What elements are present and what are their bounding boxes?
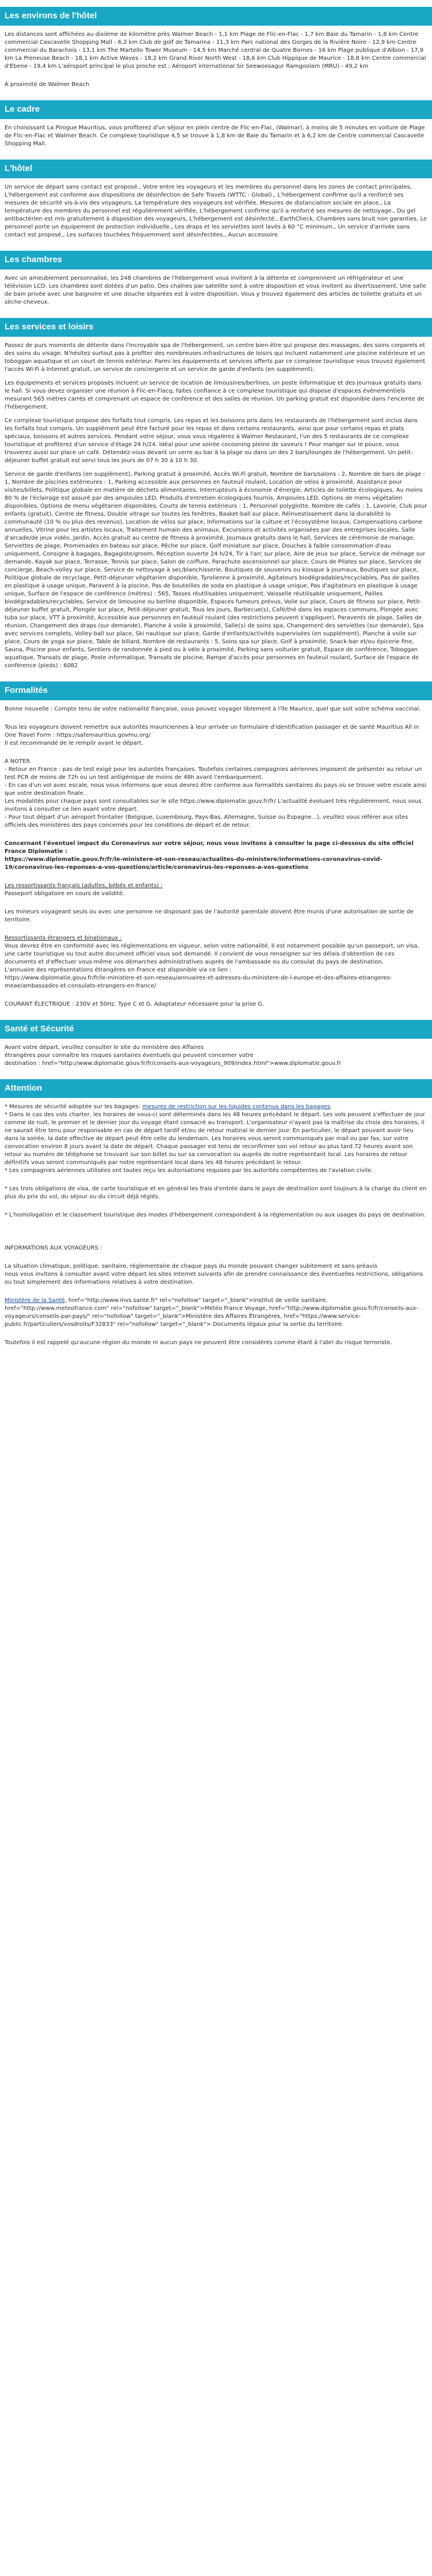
attention-links-text: , href="http://www.invs.sante.fr" rel="nofollow" target="_blank">Institut de veille sanitaire, href="http://www.meteofrance.com" rel="nofollow" target="_blank">Météo France Voyage, href="http://www.diplomatie.gouv.fr/fr/conseils-aux-voyageurs/conseils-par-pays/" rel="nofollow" target="_blank">Ministère des Affaires Étrangères, href="https://www.service-public.fr/particuliers/vosdroits/F32833" rel="nofollow" target="_blank"> Documents légaux pour la sortie du territoire. bbox=[5, 1297, 418, 1328]
formalites-foreigners-text: Vous devrez être en conformité avec les réglementations en vigueur, selon votre nationalité. Il est notamment possible qu'un passeport, un visa, une carte touristique ou tout autre document officiel vous soit demandé. Il convient de vous renseigner sur les délais d'obtention de ces documents et d'effectuer vous-même vos démarches administratives auprès de l'ambassade ou du consulat du pays de destination. L'annuaire des représentations étrangères en France est disponible via ce lien : https://www.diplomatie.gouv.fr/fr/le-ministere-et-son-reseau/annuaires-et-adresses-du-ministere-de-l-europe-et-des-affaires-etrangeres-meae/ambassades-et-consulats-etrangers-en-france/ bbox=[5, 943, 419, 989]
section-formalites bbox=[0, 681, 432, 1009]
attention-info-text: La situation climatique, politique, sanitaire, réglementaire de chaque pays du monde pouvant changer subitement et sans préavis nous vous invitons à consulter avant votre départ les sites Internet suivants afin de prendre connaissance des éventuelles restrictions, obligations ou tout simplement des informations relatives à votre destination. bbox=[5, 1263, 423, 1285]
chambres-text: Avec un ameublement personnalisé, les 248 chambres de l'hébergement vous invitent à la détente et comprennent un réfrigérateur et une télévision LCD. Les chambres sont dotées d'un patio. Des chaînes par satellite sont à votre disposition et vous invitent au divertissement. Une salle de bain privée avec une baignoire et une douche séparées est à votre disposition. Vous y trouvez également des articles de toilette gratuits et un sèche-cheveux. bbox=[5, 275, 428, 305]
section-cadre bbox=[0, 100, 432, 148]
attention-frais: * Les trois obligations de visa, de carte touristique et en général les frais d'entrée dans le pays de destination sont toujours à la charge du client en plus du prix du vol, du séjour ou du circuit déjà réglés. bbox=[5, 1186, 429, 1200]
section-attention bbox=[0, 1079, 432, 1347]
formalites-coronavirus: Concernant l'éventuel impact du Coronavirus sur votre séjour, nous vous invitons à consulter la page ci-dessous du site officiel France Diplomatie : bbox=[5, 840, 416, 855]
formalites-notice-heading: A NOTER bbox=[5, 758, 30, 765]
attention-final: Toutefois il est rappelé qu'aucune région du monde ni aucun pays ne peuvent être considérés comme étant à l'abri du risque terroriste. bbox=[5, 1340, 392, 1346]
section-title-chambres: Les chambres bbox=[0, 251, 432, 270]
ministere-sante-link[interactable]: Ministère de la Santé bbox=[5, 1297, 65, 1304]
formalites-coronavirus-link[interactable]: https://www.diplomatie.gouv.fr/fr/le-ministere-et-son-reseau/actualites-du-ministere/informations-coronavirus-covid-19/coronavirus-les-reponses-a-vos-questions/article/coronavirus-les-reponses-a-vos-questions bbox=[5, 856, 382, 871]
attention-links bbox=[5, 1297, 427, 1329]
services-equipements: Les équipements et services proposés incluent un service de location de limousines/berlines, un poste informatique et des journaux gratuits dans le hall. Si vous devez organiser une réunion à Flic-en-Flacq, faites confiance à ce complexe touristique qui dispose d'espaces événementiels mesurant 565 mètres carrés et comprenant un espace de conférence et des salles de réunion. Un parking gratuit est disponible dans l'enceinte de l'hébergement. bbox=[5, 380, 426, 410]
section-sante bbox=[0, 1020, 432, 1068]
section-services bbox=[0, 318, 432, 670]
section-title-services: Les services et loisirs bbox=[0, 318, 432, 337]
section-title-hotel: L'hôtel bbox=[0, 160, 432, 178]
section-title-sante: Santé et Sécurité bbox=[0, 1020, 432, 1039]
attention-info-heading: INFORMATIONS AUX VOYAGEURS : bbox=[5, 1245, 103, 1251]
environs-distances: Les distances sont affichées au dixième de kilomètre près Walmer Beach - 1,1 km Plage de Flic-en-Flac - 1,7 km Baie du Tamarin - 1,8 km Centre commercial Cascavelle Shopping Mall - 6,2 km Club de golf de Tamarina - 11,3 km Parc national des Gorges de la Rivière Noire - 12,9 km Centre commercial du Barachois - 13,1 km The Martello Tower Museum - 14,5 km Marché central de Quatre Bornes - 16 km Plage publique d'Albion - 17,9 km La Preneuse Beach - 18,1 km Active Waves - 18,2 km Grand River North West - 18,6 km Club Hippique de Maurice - 18,8 km Centre commercial d'Ebene - 19,4 km L'aéroport principal le plus proche est : Aéroport international Sir Seewoosagur Ramgoolam (MRU) - 49,2 km bbox=[5, 31, 428, 70]
section-title-attention: Attention bbox=[0, 1079, 432, 1098]
formalites-nationals-text: Passeport obligatoire en cours de validité. bbox=[5, 891, 125, 897]
formalites-electric: COURANT ÉLECTRIQUE : 230V et 50Hz. Type C et G. Adaptateur nécessaire pour la prise G. bbox=[5, 1001, 264, 1007]
section-title-formalites: Formalités bbox=[0, 681, 432, 700]
attention-liquides-link[interactable]: mesures de restriction sur les liquides contenus dans les bagages bbox=[142, 1104, 331, 1110]
environs-note: À proximité de Walmer Beach bbox=[5, 81, 89, 88]
section-chambres bbox=[0, 251, 432, 307]
attention-vols-charter: * Dans le cas des vols charter, les horaires de vous-ci sont déterminés dans les 48 heures précédant le départ. Les vols peuvent s'effectuer de jour comme de nuit, le premier et le dernier jour du voyage étant consacré au transport. L'organisateur n'ayant pas la maîtrise du choix des horaires, il ne saurait être tenu pour responsable en cas de départ tardif et/ou de retour matinal le dernier jour. En particulier, le départ pouvant avoir lieu dans la soirée, la date effective de départ peut être celle du lendemain. Les horaires vous seront communiqués par mail ou par fax, sur votre convocation environ 8 jours avant la date de départ. Chaque passager est tenu de reconfirmer son vol retour au plus tard 72 heures avant son retour au numéro de téléphone se trouvant sur son billet ou sur sa convocation ou auprès de notre représentant local. Les horaires de retour définitifs vous seront communiqués par notre représentant local dans les 48 heures précédant le retour. * Les compagnies aériennes utilisées ont toutes reçu les autorisations requises par les autorités compétentes de l'aviation civile. bbox=[5, 1112, 425, 1174]
sante-text: Avant votre départ, veuillez consulter le site du ministère des Affaires étrangères pour connaître les risques sanitaires éventuels qui peuvent concerner votre destination : href="http://www.diplomatie.gouv.fr/fr/conseils-aux-voyageurs_909/index.html">www.diplomatie.gouv.fr bbox=[5, 1044, 341, 1067]
section-hotel bbox=[0, 160, 432, 239]
services-restauration: Ce complexe touristique propose des forfaits tout compris. Les repas et les boissons pris dans les restaurants de l'hébergement sont inclus dans les forfaits tout compris. Un supplément peut être facturé pour les repas et dans certains restaurants, ainsi que pour certains repas et plats spéciaux, boissons et autres services. Pendant votre séjour, vous vous régalerez à Walmer Restaurant, l'un des 5 restaurants de ce complexe touristique et profiterez d'un service d'étage 24 h/24. Idéal pour une soirée cocooning pleine de saveurs ! Pour manger sur le pouce, vous trouverez aussi sur place un café. Détendez-vous devant un verre au bar à la plage ou dans un des 2 bars/lounges de l'hébergement. Un petit-déjeuner buffet gratuit est servi tous les jours de 07 h 30 à 10 h 30. bbox=[5, 418, 419, 464]
attention-homologation: * L'homologation et le classement touristique des modes d'hébergement correspondent à la réglementation ou aux usages du pays de destination. bbox=[5, 1212, 426, 1218]
attention-bagages bbox=[5, 1103, 427, 1111]
formalites-nationals-heading: Les ressortissants français (adultes, bébés et enfants) : bbox=[5, 883, 163, 889]
section-title-cadre: Le cadre bbox=[0, 100, 432, 119]
formalites-foreigners-heading: Ressortissants étrangers et binationaux : bbox=[5, 935, 122, 941]
cadre-text: En choisissant La Pirogue Mauritius, vous profiterez d'un séjour en plein centre de Flic-en-Flac, (Walmar), à moins de 5 minutes en voiture de Plage de Flic-en-Flac et Walmer Beach. Ce complexe touristique 4,5 se trouve à 1,8 km de Baie du Tamarin et à 6,2 km de Centre commercial Cascavelle Shopping Mall. bbox=[5, 125, 427, 147]
formalites-notice: - Retour en France : pas de test exigé pour les autorités françaises. Toutefois certaines compagnies aériennes imposent de présenter au retour un test PCR de moins de 72h ou un test antigénique de moins de 48h avant l'embarquement. - En cas d'un vol avec escale, nous vous informons que vous devrez être conforme aux formalités sanitaires du pays où se trouve votre escale ainsi que votre destination finale. Les modalités pour chaque pays sont consultables sur le site https://www.diplomatie.gouv.fr/fr/ L'actualité évoluant très régulièrement, nous vous invitons à consulter ce lien avant votre départ. - Pour tout départ d'un aéroport frontalier (Belgique, Luxembourg, Pays-Bas, Allemagne, Suisse ou Espagne...), veuillez vous référer aux sites officiels des ministères des pays concernés pour les conditions de départ et de retour. bbox=[5, 766, 427, 828]
services-spa: Passez de purs moments de détente dans l'incroyable spa de l'hébergement, un centre bien-être qui propose des massages, des soins corporels et des soins du visage. N'hésitez surtout pas à profiter des nombreuses infrastructures de loisirs qui incluent notamment une piscine extérieure et un toboggan aquatique et un court de tennis extérieur. Parmi les équipements et services offerts par ce complexe touristique vous trouvez également l'accès Wi-Fi à Internet gratuit, un service de conciergerie et un service de garde d'enfants (en supplément). bbox=[5, 342, 427, 373]
formalites-minors: Les mineurs voyageant seuls ou avec une personne ne disposant pas de l'autorité parentale doivent être munis d'une autorisation de sortie de territoire. bbox=[5, 909, 415, 923]
attention-bagages-prefix: * Mesures de sécurité adoptée sur les bagages: bbox=[5, 1104, 142, 1110]
hotel-text: Un service de départ sans contact est proposé., Votre entre les voyageurs et les membres du personnel dans les zones de contact principales, L'hébergement est conforme aux dispositions de désinfection de Safe Travels (WTTC - Global)., L'hébergement confirme qu'il a renforcé ses mesures de sécurité vis-à-vis des voyageurs, La température des voyageurs est vérifiée, Mesures de distanciation sociale en place., La température des membres du personnel est régulièrement vérifiée, L'hébergement confirme qu'il a renforcé ses mesures de nettoyage., Du gel antibactérien est mis gratuitement à disposition des voyageurs, L'hébergement est désinfecté., EarthCheck, Chambres sans bruit non garanties, Le personnel porte un équipement de protection individuelle., Les draps et les serviettes sont lavés à 60 °C minimum., Un service d'arrivée sans contact est proposé., Les surfaces touchées fréquemment sont désinfectées., Aucun accessoire bbox=[5, 184, 429, 238]
section-title-environs: Les environs de l'hôtel bbox=[0, 7, 432, 26]
services-list: Service de garde d'enfants (en supplément), Parking gratuit à proximité, Accès Wi-Fi gratuit, Nombre de bars/salons : 2, Nombre de bars de plage : 1, Nombre de piscines extérieures : 1, Parking accessible aux personnes en fauteuil roulant, Location de vélos à proximité, Assistance pour visites/billets, Politique globale en matière de déchets alimentaires, Interrupteurs à économie d'énergie, Articles de toilette écologiques, Au moins 80 % de l'éclairage est assuré par des ampoules LED, Produits d'entretien écologiques fournis, Ampoules LED, Options de menu végétalien disponibles, Options de menu végétarien disponibles, Courts de tennis extérieurs : 1, Personnel polyglotte, Nombre de cafés : 1, Lavoirie, Club pour enfants (gratuit), Centre de fitness, Double vitrage sur toutes les fenêtres, Basket-ball sur place, Réinvestissement dans la durabilité Io communauté (10 % ou plus des revenus), Location de vélos sur place, Informations sur la culture et l'écosystème locaux, Compensations carbone annuelles, Vitrine pour les artistes locaux, Traitement humain des animaux, Excursions et activités organisées par des entreprises locales, Salle d'arcade/de jeux vidéo, Jardin, Accès gratuit au centre de fitness à proximité, Journaux gratuits dans le hall, Services de cérémonie de mariage, Serviettes de plage, Promenades en bateau sur place, Pêche sur place, Golf miniature sur place, Douches à faible consommation d'eau uniquement, Consigne à bagages, Bagagiste/groom, Réception ouverte 24 h/24, Tir à l'arc sur place, Aire de jeux sur place, Service de ménage sur demande, Kayak sur place, Terrasse, Tennis sur place, Salon de coiffure, Parachute ascensionnel sur place, Cours de Pilates sur place, Services de concierge, Beach-volley sur place, Service de nettoyage à sec/blanchisserie, Boutiques de souvenirs ou kiosque à journaux, Boutiques sur place, Politique globale de recyclage, Petit-déjeuner végétarien disponible, Tyrolienne à proximité, Agitateurs biodégradables/recyclables, Pas de pailles en plastique à usage unique, Paravent à la piscine, Pas de bouteilles de soda en plastique à usage unique, Pas d'agitateurs en plastique à usage unique, Surface de l'espace de conférence (mètres) : 565, Tasses réutilisables uniquement, Vaisselle réutilisable uniquement, Pailles biodégradables/recyclables, Service de limousine ou berline disponible, Espaces fumeurs prévus, Voile sur place, Cours de fitness sur place, Petit-déjeuner buffet gratuit, Plongée sur place, Petit-déjeuner gratuit, Tous les jours, Barbecue(s), Café/thé dans les espaces communs, Plongée avec tuba sur place, VTT à proximité, Accessible aux personnes en fauteuil roulant (des restrictions peuvent s'appliquer), Paravents de plage, Salles de réunion, Changement des draps (sur demande), Planche à voile à proximité, Salle(s) de soins spa, Changement des serviettes (sur demande), Spa avec services complets, Volley-ball sur place, Ski nautique sur place, Garde d'enfants/activités supervisées (en supplément), Planche à voile sur place, Cours de yoga sur place, Table de billard, Nombre de restaurants : 5, Soins spa sur place, Golf à proximité, Snack-bar et/ou épicerie fine, Sauna, Piscine pour enfants, Sentiers de randonnée à pied ou à vélo à proximité, Parking sans voiturier gratuit, Espace de conférence, Toboggan aquatique, Transats de plage, Poste informatique, Transats de piscine, Rampe d'accès pour personnes en fauteuil roulant, Surface de l'espace de conférence (pieds) : 6082 bbox=[5, 471, 429, 669]
formalites-form: Tous les voyageurs doivent remettre aux autorités mauriciennes à leur arrivée un formulaire d'identification passager et de santé Mauritius All in One Travel Form : https://safemauritius.govmu.org/ Il est recommandé de le remplir avant le départ. bbox=[5, 724, 419, 746]
section-environs bbox=[0, 7, 432, 89]
formalites-intro: Bonne nouvelle : Compte tenu de votre nationalité française, vous pouvez voyager librement à l'île Maurice, quel que soit votre schéma vaccinal. bbox=[5, 706, 421, 712]
attention-bagages-suffix: . bbox=[330, 1104, 332, 1110]
